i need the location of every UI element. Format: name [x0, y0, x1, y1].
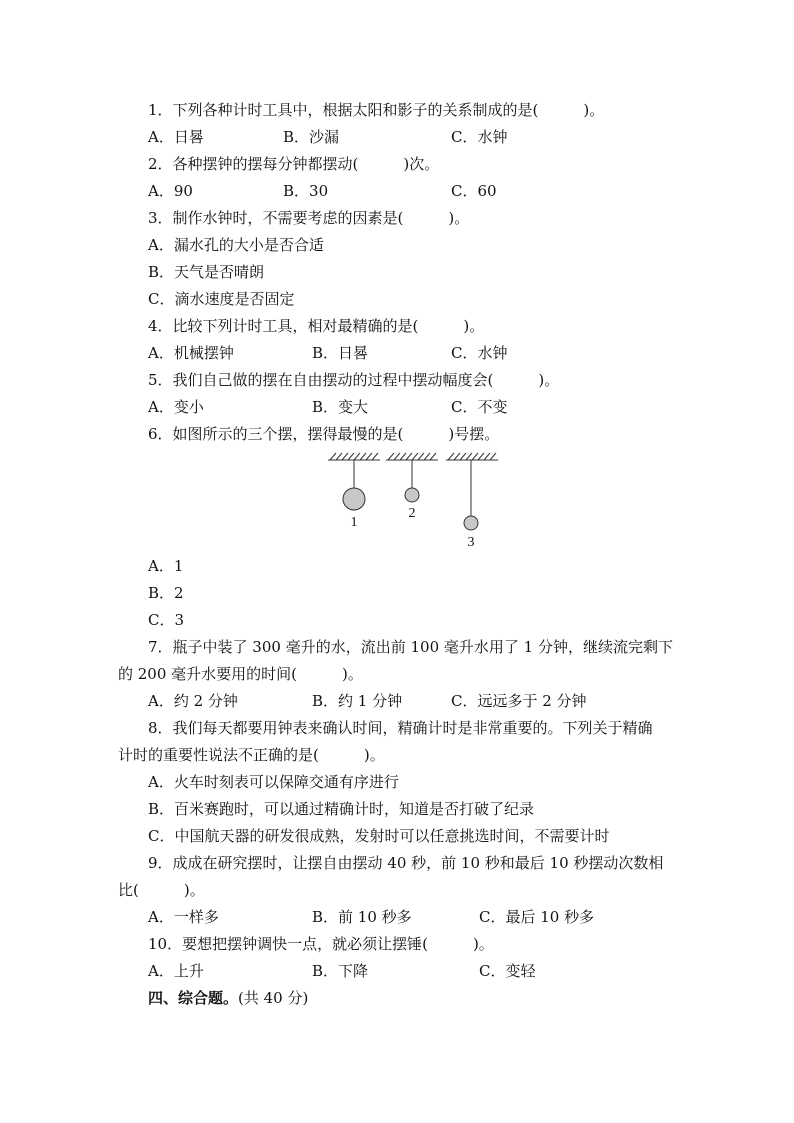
question-9-option-a: A．一样多 [148, 908, 219, 926]
question-6-option-a: A．1 [148, 557, 184, 575]
question-10-option-b: B．下降 [312, 962, 369, 980]
question-4-option-a: A．机械摆钟 [148, 344, 234, 362]
question-9-option-c: C．最后 10 秒多 [479, 908, 595, 926]
question-2-option-b: B．30 [283, 182, 329, 200]
pendulum-ceiling-3 [446, 453, 498, 460]
pendulum-1-label: 1 [350, 515, 358, 530]
pendulum-ceiling-1 [328, 453, 380, 460]
pendulum-ceiling-2 [386, 453, 438, 460]
question-1-option-c: C．水钟 [451, 128, 508, 146]
question-9-stem-line2: 比( )。 [118, 881, 205, 899]
question-2-stem: 2．各种摆钟的摆每分钟都摆动( )次。 [148, 155, 440, 173]
question-1-option-a: A．日晷 [148, 128, 204, 146]
question-6-option-b: B．2 [148, 584, 184, 602]
question-4-option-c: C．水钟 [451, 344, 508, 362]
question-2-option-c: C．60 [451, 182, 497, 200]
question-8-option-a: A．火车时刻表可以保障交通有序进行 [148, 773, 399, 791]
question-5-option-c: C．不变 [451, 398, 508, 416]
question-5-option-b: B．变大 [312, 398, 369, 416]
question-2-option-a: A．90 [148, 182, 193, 200]
pendulum-1-bob [343, 488, 365, 510]
pendulum-2-label: 2 [408, 506, 416, 521]
question-10-option-a: A．上升 [148, 962, 204, 980]
question-7-stem-line2: 的 200 毫升水要用的时间( )。 [118, 665, 363, 683]
question-6-stem: 6．如图所示的三个摆，摆得最慢的是( )号摆。 [148, 425, 500, 443]
question-10-option-c: C．变轻 [479, 962, 536, 980]
question-9-option-b: B．前 10 秒多 [312, 908, 412, 926]
question-8-option-b: B．百米赛跑时，可以通过精确计时，知道是否打破了纪录 [148, 800, 535, 818]
question-1-stem: 1．下列各种计时工具中，根据太阳和影子的关系制成的是( )。 [148, 101, 605, 119]
question-5-stem: 5．我们自己做的摆在自由摆动的过程中摆动幅度会( )。 [148, 371, 560, 389]
pendulum-figure [322, 448, 506, 550]
question-7-option-b: B．约 1 分钟 [312, 692, 403, 710]
section-4-heading [148, 988, 308, 1008]
question-8-stem-line1: 8．我们每天都要用钟表来确认时间，精确计时是非常重要的。下列关于精确 [148, 719, 653, 737]
question-7-option-a: A．约 2 分钟 [148, 692, 238, 710]
pendulum-3-label: 3 [467, 535, 475, 550]
question-6-option-c: C．3 [148, 611, 185, 629]
section-4-title: 四、综合题。 [148, 989, 239, 1007]
question-3-stem: 3．制作水钟时，不需要考虑的因素是( )。 [148, 209, 470, 227]
question-4-option-b: B．日晷 [312, 344, 369, 362]
question-8-option-c: C．中国航天器的研发很成熟，发射时可以任意挑选时间，不需要计时 [148, 827, 610, 845]
question-7-option-c: C．远远多于 2 分钟 [451, 692, 587, 710]
pendulum-3-bob [464, 516, 478, 530]
question-1-option-b: B．沙漏 [283, 128, 340, 146]
question-9-stem-line1: 9．成成在研究摆时，让摆自由摆动 40 秒，前 10 秒和最后 10 秒摆动次数相 [148, 854, 664, 872]
question-3-option-b: B．天气是否晴朗 [148, 263, 265, 281]
question-5-option-a: A．变小 [148, 398, 204, 416]
pendulum-2-bob [405, 488, 419, 502]
section-4-score: (共 40 分) [238, 989, 309, 1007]
question-10-stem: 10．要想把摆钟调快一点，就必须让摆锤( )。 [148, 935, 494, 953]
question-8-stem-line2: 计时的重要性说法不正确的是( )。 [118, 746, 385, 764]
question-3-option-c: C．滴水速度是否固定 [148, 290, 295, 308]
question-3-option-a: A．漏水孔的大小是否合适 [148, 236, 324, 254]
question-4-stem: 4．比较下列计时工具，相对最精确的是( )。 [148, 317, 485, 335]
question-7-stem-line1: 7．瓶子中装了 300 毫升的水，流出前 100 毫升水用了 1 分钟，继续流完剩下 [148, 638, 673, 656]
